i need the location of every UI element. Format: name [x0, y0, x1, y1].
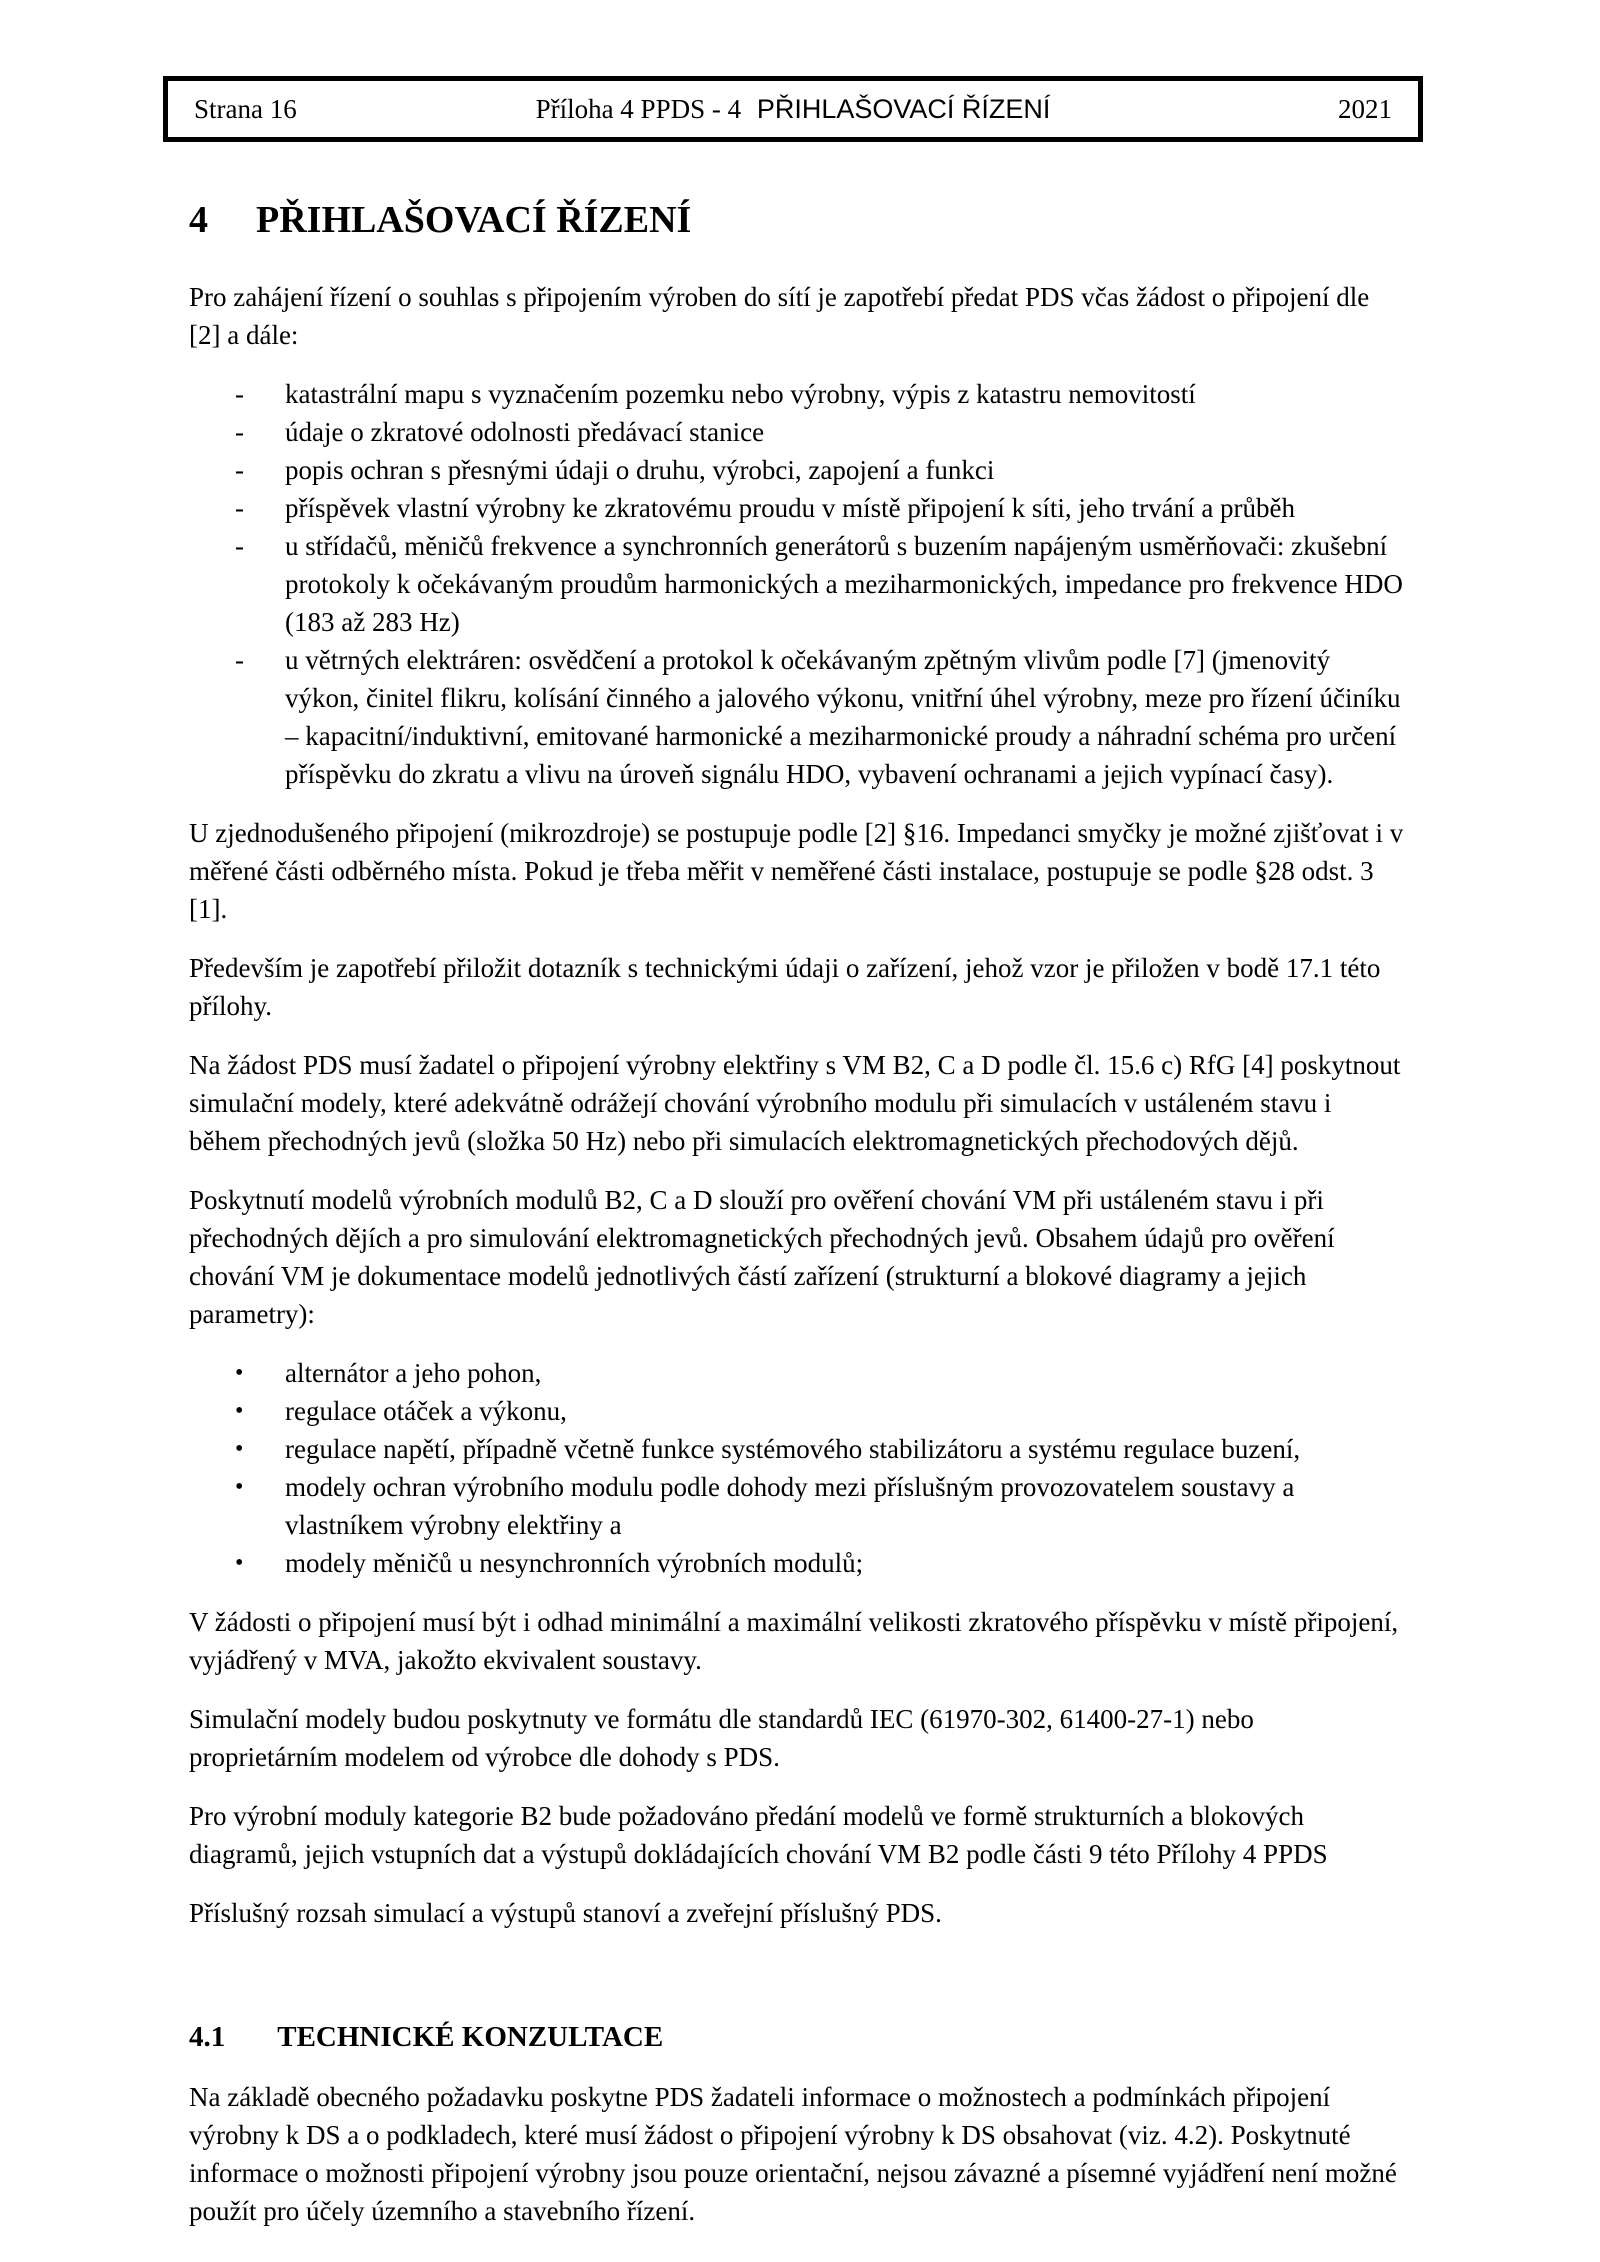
closing-paragraph: Na základě obecného požadavku poskytne PDS žadateli informace o možnostech a podmínkách připojení výrobny k DS a o podkladech, které musí žádost o připojení výrobny k DS obsahovat (viz. 4.2). Poskytnuté informace o možnosti připojení výrobny jsou pouze orientační, nejsou závazné a písemné vyjádření není možné použít pro účely územního a stavebního řízení.: [189, 2082, 1397, 2227]
subsection-number: 4.1: [189, 2020, 226, 2053]
document-content: [189, 198, 1407, 2251]
paragraph: V žádosti o připojení musí být i odhad minimální a maximální velikosti zkratového příspěvku v místě připojení, vyjádřený v MVA, jakožto ekvivalent soustavy.: [189, 1606, 1399, 1675]
list-item-text: modely ochran výrobního modulu podle dohody mezi příslušným provozovatelem soustavy a vlastníkem výrobny elektřiny a: [285, 1471, 1295, 1540]
paragraph: U zjednodušeného připojení (mikrozdroje) se postupuje podle [2] §16. Impedanci smyčky je možné zjišťovat i v měřené části odběrného místa. Pokud je třeba měřit v neměřené části instalace, postupuje se podle §28 odst. 3 [1].: [189, 817, 1404, 924]
bullet-marker: •: [235, 1435, 244, 1462]
list-item-text: regulace napětí, případně včetně funkce systémového stabilizátoru a systému regulace buzení,: [285, 1433, 1301, 1464]
section-heading: [189, 198, 1407, 244]
page-header-box: [163, 76, 1423, 142]
list-item: [235, 527, 1407, 641]
section-number: 4: [189, 199, 208, 241]
document-header-title: [168, 94, 1418, 125]
list-item: [235, 1392, 1407, 1430]
list-item: [235, 1544, 1407, 1582]
page-number-label: Strana 16: [194, 93, 297, 124]
bullet-marker: •: [235, 1473, 244, 1500]
list-item: [235, 489, 1407, 527]
list-item-text: u střídačů, měničů frekvence a synchronních generátorů s buzením napájeným usměrňovači: zkušební protokoly k očekávaným proudům harmonických a meziharmonických, impedance pro frekvence HDO (183 až 283 Hz): [285, 530, 1403, 637]
header-title-sans: PŘIHLAŠOVACÍ ŘÍZENÍ: [756, 93, 1051, 124]
list-item-text: údaje o zkratové odolnosti předávací stanice: [285, 416, 765, 447]
list-item: [235, 1354, 1407, 1392]
dash-marker: -: [235, 644, 244, 675]
list-item: [235, 641, 1407, 793]
paragraph: Na žádost PDS musí žadatel o připojení výrobny elektřiny s VM B2, C a D podle čl. 15.6 c) RfG [4] poskytnout simulační modely, které adekvátně odrážejí chování výrobního modulu při simulacích v ustáleném stavu i během přechodných jevů (složka 50 Hz) nebo při simulacích elektromagnetických přechodových dějů.: [189, 1049, 1401, 1156]
list-item-text: alternátor a jeho pohon,: [285, 1357, 542, 1388]
dash-marker: -: [235, 530, 244, 561]
paragraph: Pro výrobní moduly kategorie B2 bude požadováno předání modelů ve formě strukturních a blokových diagramů, jejich vstupních dat a výstupů dokládajících chování VM B2 podle části 9 této Přílohy 4 PPDS: [189, 1800, 1328, 1869]
list-item: [235, 451, 1407, 489]
bullet-marker: •: [235, 1397, 244, 1424]
list-item: [235, 1430, 1407, 1468]
list-item-text: katastrální mapu s vyznačením pozemku nebo výrobny, výpis z katastru nemovitostí: [285, 378, 1196, 409]
bullet-marker: •: [235, 1359, 244, 1386]
paragraph: Simulační modely budou poskytnuty ve formátu dle standardů IEC (61970-302, 61400-27-1) nebo proprietárním modelem od výrobce dle dohody s PDS.: [189, 1703, 1254, 1772]
intro-paragraph: Pro zahájení řízení o souhlas s připojením výroben do sítí je zapotřebí předat PDS včas žádost o připojení dle [2] a dále:: [189, 281, 1370, 350]
dash-list: [189, 375, 1407, 793]
list-item-text: příspěvek vlastní výrobny ke zkratovému proudu v místě připojení k síti, jeho trvání a průběh: [285, 492, 1296, 523]
subsection-title: TECHNICKÉ KONZULTACE: [277, 2020, 664, 2053]
list-item-text: u větrných elektráren: osvědčení a protokol k očekávaným zpětným vlivům podle [7] (jmenovitý výkon, činitel flikru, kolísání činného a jalového výkonu, vnitřní úhel výrobny, meze pro řízení účiníku – kapacitní/induktivní, emitované harmonické a meziharmonické proudy a náhradní schéma pro určení příspěvku do zkratu a vlivu na úroveň signálu HDO, vybavení ochranami a jejich vypínací časy).: [285, 644, 1401, 789]
subsection-heading: [189, 2020, 1407, 2055]
dash-marker: -: [235, 378, 244, 409]
dash-marker: -: [235, 492, 244, 523]
list-item: [235, 375, 1407, 413]
list-item: [235, 1468, 1407, 1544]
list-item: [235, 413, 1407, 451]
list-item-text: regulace otáček a výkonu,: [285, 1395, 567, 1426]
paragraph: Poskytnutí modelů výrobních modulů B2, C a D slouží pro ověření chování VM při ustáleném stavu i při přechodných dějích a pro simulování elektromagnetických přechodných jevů. Obsahem údajů pro ověření chování VM je dokumentace modelů jednotlivých částí zařízení (strukturní a blokové diagramy a jejich parametry):: [189, 1184, 1335, 1329]
list-item-text: modely měničů u nesynchronních výrobních modulů;: [285, 1547, 864, 1578]
bullet-marker: •: [235, 1549, 244, 1576]
dash-marker: -: [235, 416, 244, 447]
list-item-text: popis ochran s přesnými údaji o druhu, výrobci, zapojení a funkci: [285, 454, 995, 485]
year-label: 2021: [1338, 93, 1392, 124]
header-title-serif: Příloha 4 PPDS - 4: [535, 93, 742, 124]
bullet-list: [189, 1354, 1407, 1582]
paragraph: Především je zapotřebí přiložit dotazník s technickými údaji o zařízení, jehož vzor je přiložen v bodě 17.1 této přílohy.: [189, 952, 1381, 1021]
dash-marker: -: [235, 454, 244, 485]
paragraph: Příslušný rozsah simulací a výstupů stanoví a zveřejní příslušný PDS.: [189, 1897, 942, 1928]
section-title: PŘIHLAŠOVACÍ ŘÍZENÍ: [256, 199, 692, 241]
